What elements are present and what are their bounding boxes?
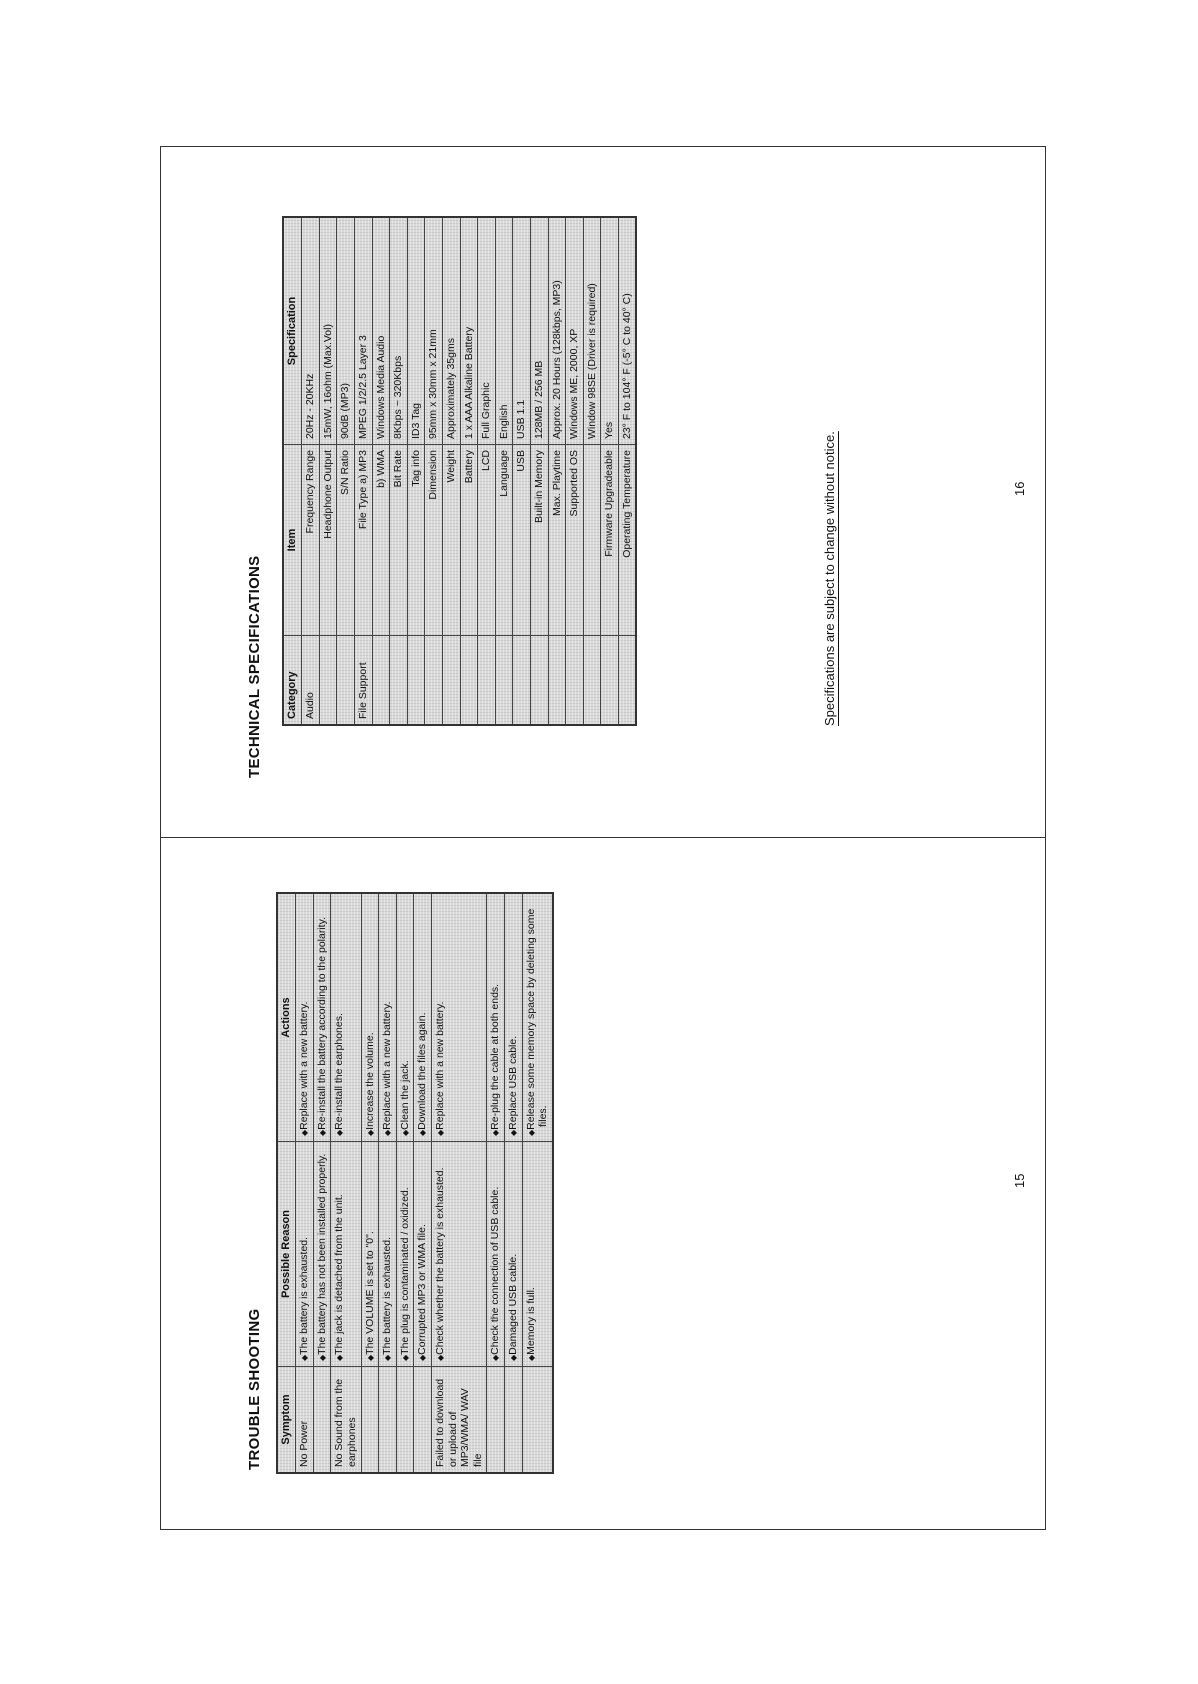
- category-cell: [530, 636, 548, 726]
- symptom-cell: [313, 1367, 331, 1474]
- table-row: [337, 217, 355, 725]
- table-row: [495, 217, 513, 725]
- specification-cell: Yes: [601, 217, 619, 445]
- table-header-row: [283, 217, 302, 725]
- item-cell: Operating Temperature: [618, 445, 636, 636]
- table-row: [487, 893, 505, 1473]
- item-cell: b) WMA: [372, 445, 390, 636]
- symptom-cell: Failed to download or upload of MP3/WMA/ WAV file: [431, 1367, 486, 1474]
- table-row: [302, 217, 320, 725]
- page-divider: [160, 837, 1046, 838]
- action-cell: ◆ Replace with a new battery.: [296, 893, 314, 1142]
- item-cell: Headphone Output: [319, 445, 337, 636]
- reason-cell: ◆ The VOLUME is set to "0".: [361, 1142, 379, 1367]
- specification-cell: 128MB / 256 MB: [530, 217, 548, 445]
- reason-cell: ◆ Corrupted MP3 or WMA file.: [414, 1142, 432, 1367]
- table-row: [442, 217, 460, 725]
- action-cell: ◆ Re-install the battery according to the polarity.: [313, 893, 331, 1142]
- item-cell: Max. Playtime: [548, 445, 566, 636]
- table-row: [478, 217, 496, 725]
- page-number-15: 15: [1012, 1173, 1027, 1188]
- table-row: [548, 217, 566, 725]
- action-cell: ◆ Download the files again.: [414, 893, 432, 1142]
- action-cell: ◆ Re-plug the cable at both ends.: [487, 893, 505, 1142]
- action-cell: ◆ Replace USB cable.: [504, 893, 522, 1142]
- specification-cell: Windows Media Audio: [372, 217, 390, 445]
- symptom-cell: [379, 1367, 397, 1474]
- header-possible-reason: Possible Reason: [277, 1142, 296, 1367]
- table-row: [618, 217, 636, 725]
- table-row: [504, 893, 522, 1473]
- specification-cell: Approx. 20 Hours (128kbps, MP3): [548, 217, 566, 445]
- category-cell: [478, 636, 496, 726]
- symptom-cell: No Sound from the earphones: [331, 1367, 361, 1474]
- reason-cell: ◆ The battery is exhausted.: [379, 1142, 397, 1367]
- symptom-cell: [396, 1367, 414, 1474]
- item-cell: Firmware Upgradeable: [601, 445, 619, 636]
- page-number-16: 16: [1012, 481, 1027, 496]
- symptom-cell: No Power: [296, 1367, 314, 1474]
- specification-cell: 95mm x 30mm x 21mm: [425, 217, 443, 445]
- page-15: [162, 839, 1044, 1528]
- reason-cell: ◆ The battery is exhausted.: [296, 1142, 314, 1367]
- table-row: [296, 893, 314, 1473]
- table-row: [425, 217, 443, 725]
- category-cell: [407, 636, 425, 726]
- technical-specifications-table: [282, 216, 637, 726]
- reason-cell: ◆ The plug is contaminated / oxidized.: [396, 1142, 414, 1367]
- item-cell: Battery: [460, 445, 478, 636]
- specification-cell: 23° F to 104° F (-5° C to 40° C): [618, 217, 636, 445]
- header-symptom: Symptom: [277, 1367, 296, 1474]
- action-cell: ◆ Release some memory space by deleting some files.: [522, 893, 553, 1142]
- category-cell: [548, 636, 566, 726]
- category-cell: Audio: [302, 636, 320, 726]
- item-cell: Tag info: [407, 445, 425, 636]
- category-cell: [618, 636, 636, 726]
- header-category: Category: [283, 636, 302, 726]
- specification-cell: 20Hz - 20KHz: [302, 217, 320, 445]
- specification-cell: Windows ME, 2000, XP: [566, 217, 584, 445]
- specification-cell: ID3 Tag: [407, 217, 425, 445]
- item-cell: LCD: [478, 445, 496, 636]
- item-cell: [583, 445, 601, 636]
- category-cell: [495, 636, 513, 726]
- category-cell: [319, 636, 337, 726]
- table-row: [460, 217, 478, 725]
- specification-cell: USB 1.1: [513, 217, 531, 445]
- specification-cell: 1 x AAA Alkaline Battery: [460, 217, 478, 445]
- category-cell: [460, 636, 478, 726]
- trouble-shooting-table: [276, 892, 554, 1474]
- symptom-cell: [487, 1367, 505, 1474]
- specification-cell: 90dB (MP3): [337, 217, 355, 445]
- table-row: [530, 217, 548, 725]
- table-row: [566, 217, 584, 725]
- table-row: [354, 217, 372, 725]
- table-row: [372, 217, 390, 725]
- category-cell: [601, 636, 619, 726]
- action-cell: ◆ Re-install the earphones.: [331, 893, 361, 1142]
- table-row: [361, 893, 379, 1473]
- symptom-cell: [361, 1367, 379, 1474]
- item-cell: Frequency Range: [302, 445, 320, 636]
- item-cell: S/N Ratio: [337, 445, 355, 636]
- reason-cell: ◆ Check whether the battery is exhausted.: [431, 1142, 486, 1367]
- action-cell: ◆ Increase the volume.: [361, 893, 379, 1142]
- action-cell: ◆ Clean the jack.: [396, 893, 414, 1142]
- reason-cell: ◆ Memory is full.: [522, 1142, 553, 1367]
- category-cell: [390, 636, 408, 726]
- page-16: [162, 148, 1044, 836]
- symptom-cell: [522, 1367, 553, 1474]
- category-cell: [583, 636, 601, 726]
- table-row: [414, 893, 432, 1473]
- table-header-row: [277, 893, 296, 1473]
- table-row: [396, 893, 414, 1473]
- category-cell: [372, 636, 390, 726]
- reason-cell: ◆ Check the connection of USB cable.: [487, 1142, 505, 1367]
- item-cell: USB: [513, 445, 531, 636]
- specification-cell: Window 98SE (Driver is required): [583, 217, 601, 445]
- specifications-note: Specifications are subject to change without notice.: [822, 431, 837, 726]
- category-cell: [513, 636, 531, 726]
- specification-cell: 15mW, 16ohm (Max.Vol): [319, 217, 337, 445]
- category-cell: [442, 636, 460, 726]
- header-actions: Actions: [277, 893, 296, 1142]
- category-cell: File Support: [354, 636, 372, 726]
- item-cell: Bit Rate: [390, 445, 408, 636]
- item-cell: Dimension: [425, 445, 443, 636]
- action-cell: ◆ Replace with a new battery.: [379, 893, 397, 1142]
- reason-cell: ◆ The battery has not been installed properly.: [313, 1142, 331, 1367]
- trouble-shooting-title: TROUBLE SHOOTING: [246, 1308, 263, 1470]
- category-cell: [566, 636, 584, 726]
- action-cell: ◆ Replace with a new battery.: [431, 893, 486, 1142]
- specification-cell: MPEG 1/2/2.5 Layer 3: [354, 217, 372, 445]
- table-row: [522, 893, 553, 1473]
- specification-cell: English: [495, 217, 513, 445]
- table-row: [431, 893, 486, 1473]
- table-row: [331, 893, 361, 1473]
- specification-cell: Approximately 35gms: [442, 217, 460, 445]
- header-specification: Specification: [283, 217, 302, 445]
- technical-specifications-title: TECHNICAL SPECIFICATIONS: [246, 555, 263, 778]
- item-cell: Built-in Memory: [530, 445, 548, 636]
- table-row: [583, 217, 601, 725]
- header-item: Item: [283, 445, 302, 636]
- table-row: [379, 893, 397, 1473]
- reason-cell: ◆ Damaged USB cable.: [504, 1142, 522, 1367]
- symptom-cell: [504, 1367, 522, 1474]
- table-row: [407, 217, 425, 725]
- table-row: [313, 893, 331, 1473]
- table-row: [513, 217, 531, 725]
- specification-cell: Full Graphic: [478, 217, 496, 445]
- item-cell: Supported OS: [566, 445, 584, 636]
- table-row: [390, 217, 408, 725]
- item-cell: Weight: [442, 445, 460, 636]
- table-row: [601, 217, 619, 725]
- reason-cell: ◆ The jack is detached from the unit.: [331, 1142, 361, 1367]
- item-cell: File Type a) MP3: [354, 445, 372, 636]
- table-row: [319, 217, 337, 725]
- category-cell: [337, 636, 355, 726]
- symptom-cell: [414, 1367, 432, 1474]
- category-cell: [425, 636, 443, 726]
- item-cell: Language: [495, 445, 513, 636]
- specification-cell: 8Kbps ~ 320Kbps: [390, 217, 408, 445]
